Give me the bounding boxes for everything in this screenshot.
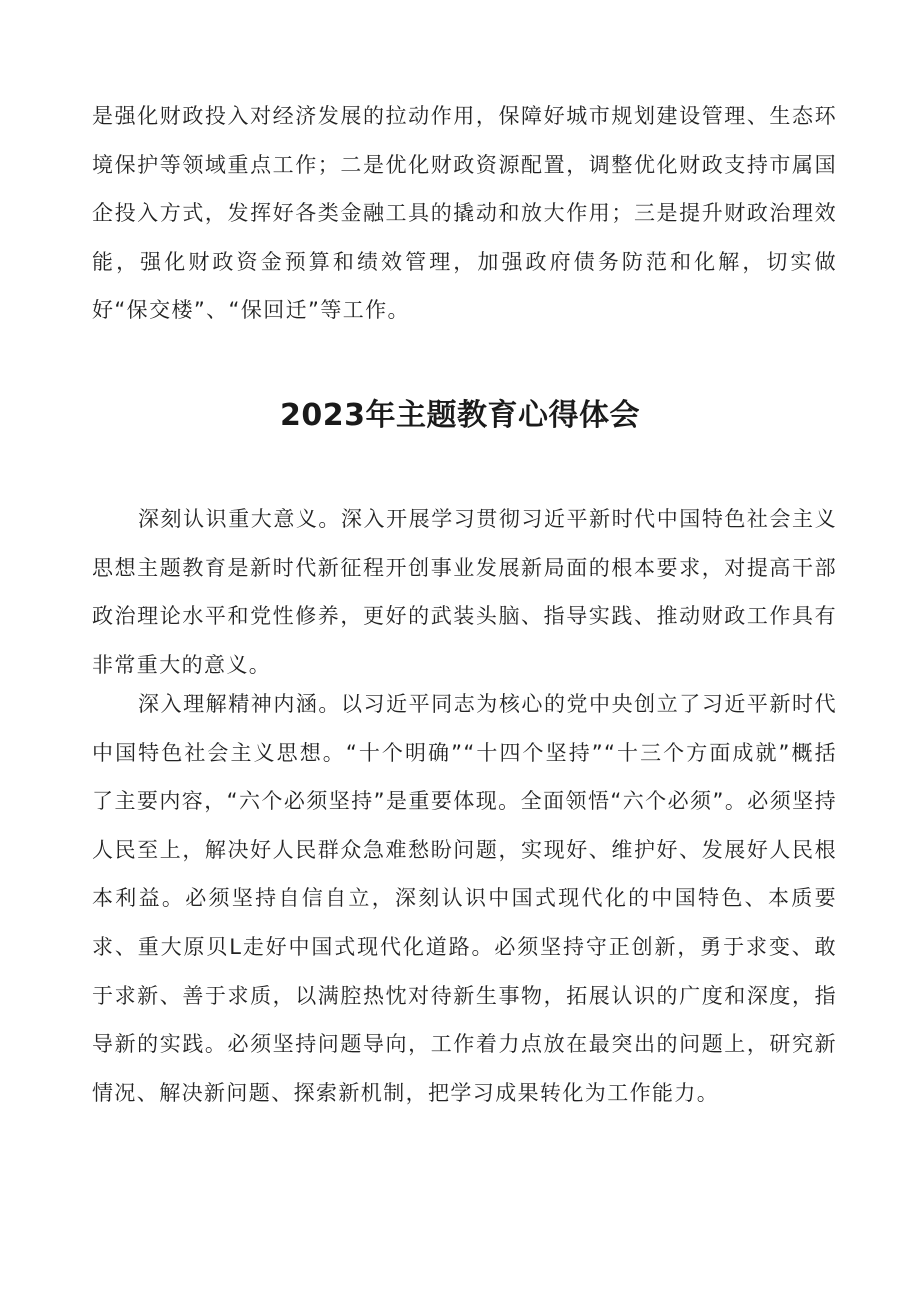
body-paragraph-connotation: 深入理解精神内涵。以习近平同志为核心的党中央创立了习近平新时代中国特色社会主义思想。“十个明确”“十四个坚持”“十三个方面成就”概括了主要内容，“六个必须坚持”是重要体现。全面领悟“六个必须”。必须坚持人民至上，解决好人民群众急难愁盼问题，实现好、维护好、发展好人民根本利益。必须坚持自信自立，深刻认识中国式现代化的中国特色、本质要求、重大原贝L走好中国式现代化道路。必须坚持守正创新，勇于求变、敢于求新、善于求质，以满腔热忱对待新生事物，拓展认识的广度和深度，指导新的实践。必须坚持问题导向，工作着力点放在最突出的问题上，研究新情况、解决新问题、探索新机制，把学习成果转化为工作能力。 <box>92 692 837 1105</box>
document-title: 2023年主题教育心得体会 <box>280 398 640 433</box>
continuation-paragraph: 是强化财政投入对经济发展的拉动作用，保障好城市规划建设管理、生态环境保护等领域重点工作；二是优化财政资源配置，调整优化财政支持市属国企投入方式，发挥好各类金融工具的撬动和放大作用；三是提升财政治理效能，强化财政资金预算和绩效管理，加强政府债务防范和化解，切实做好“保交楼”、“保回迁”等工作。 <box>92 104 837 323</box>
body-paragraph-significance: 深刻认识重大意义。深入开展学习贯彻习近平新时代中国特色社会主义思想主题教育是新时代新征程开创事业发展新局面的根本要求，对提高干部政治理论水平和党性修养，更好的武装头脑、指导实践、推动财政工作具有非常重大的意义。 <box>92 507 837 677</box>
